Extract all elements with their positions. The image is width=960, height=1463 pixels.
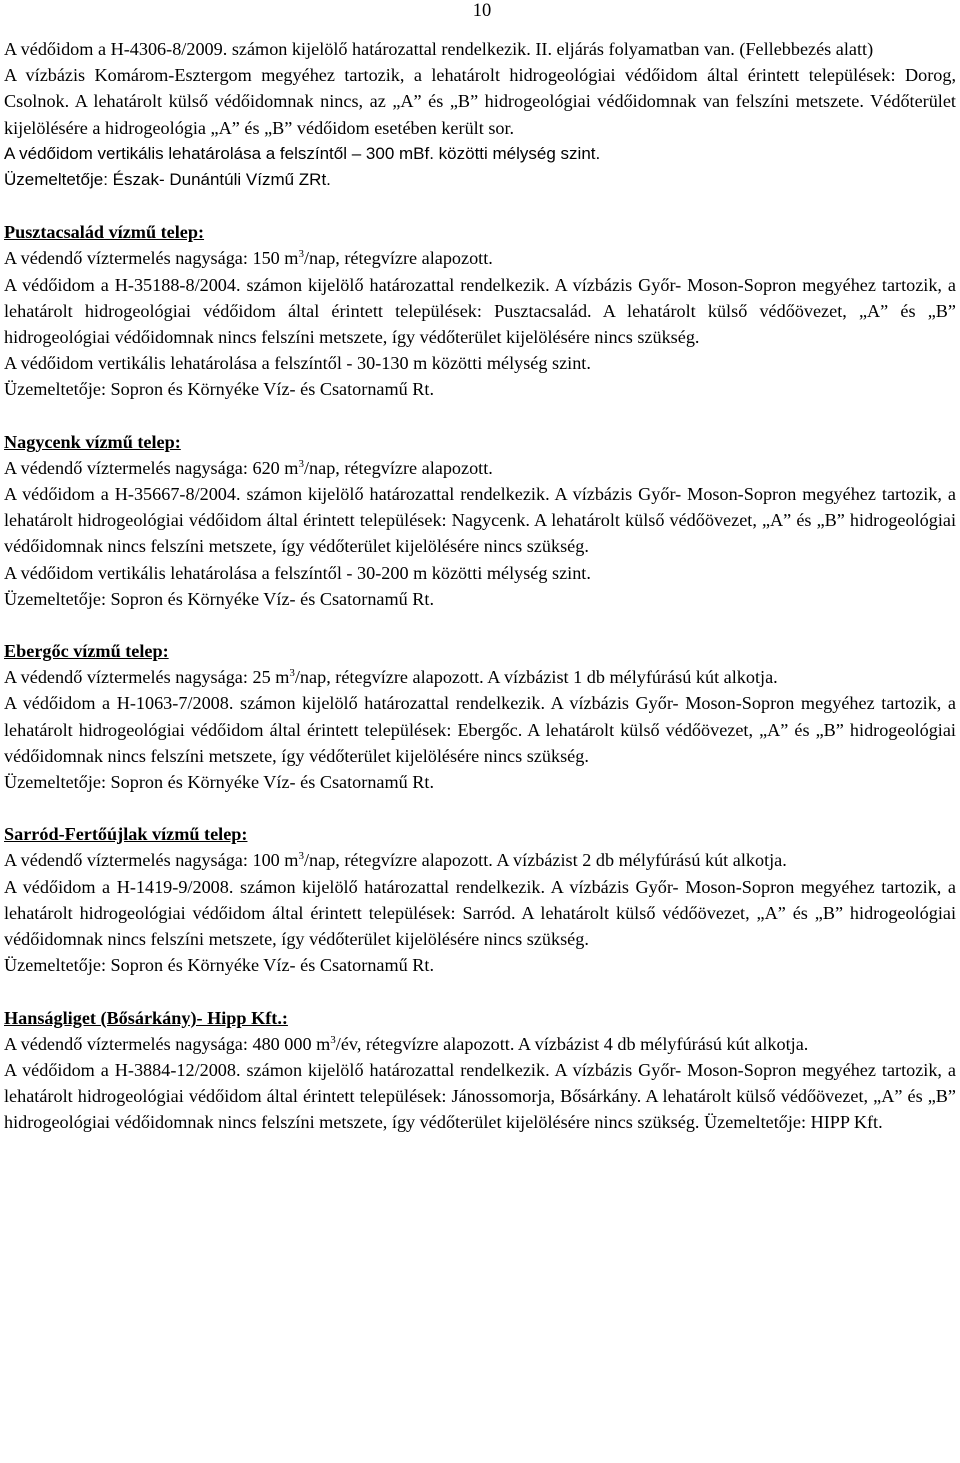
section-heading: Nagycenk vízmű telep:	[4, 431, 181, 452]
capacity-line	[4, 664, 956, 690]
capacity-text: A védendő víztermelés nagysága: 100 m	[4, 850, 299, 871]
capacity-text: A védendő víztermelés nagysága: 150 m	[4, 248, 299, 269]
section-heading: Sarród-Fertőújlak vízmű telep:	[4, 824, 248, 845]
intro-vertical-limit: A védőidom vertikális lehatárolása a felszíntől – 300 mBf. közötti mélység szint.	[4, 143, 601, 163]
operator: Üzemeltetője: Sopron és Környéke Víz- és Csatornamű Rt.	[4, 379, 434, 400]
intro-section	[4, 36, 956, 193]
document-body	[4, 36, 956, 1136]
section-body: A védőidom a H-35667-8/2004. számon kijelölő határozattal rendelkezik. A vízbázis Győr- Moson-Sopron megyéhez tartozik, a lehatárolt hidrogeológiai védőidom által érintett települések: Nagycenk. A lehatárolt külső védőövezet, „A” és „B” hidrogeológiai védőidomnak nincs felszíni metszete, így védőterület kijelölésére nincs szükség.	[4, 484, 956, 557]
section-body: A védőidom a H-1063-7/2008. számon kijelölő határozattal rendelkezik. A vízbázis Győr- Moson-Sopron megyéhez tartozik, a lehatárolt hidrogeológiai védőidom által érintett települések: Ebergőc. A lehatárolt külső védőövezet, „A” és „B” hidrogeológiai védőidomnak nincs felszíni metszete, így védőterület kijelölésére nincs szükség.	[4, 693, 956, 766]
section-ebergoc	[4, 638, 956, 795]
section-body: A védőidom a H-3884-12/2008. számon kijelölő határozattal rendelkezik. A vízbázis Győr- Moson-Sopron megyéhez tartozik, a lehatárolt hidrogeológiai védőidom által érintett települések: Jánossomorja, Bősárkány. A lehatárolt külső védőövezet, „A” és „B” hidrogeológiai védőidomnak nincs felszíni metszete, így védőterület kijelölésére nincs szükség. Üzemeltetője: HIPP Kft.	[4, 1059, 956, 1133]
capacity-line	[4, 847, 956, 873]
section-sarrod	[4, 821, 956, 978]
capacity-text-after: /év, rétegvízre alapozott. A vízbázist 4 db mélyfúrású kút alkotja.	[335, 1033, 809, 1054]
section-body: A védőidom a H-35188-8/2004. számon kijelölő határozattal rendelkezik. A vízbázis Győr- Moson-Sopron megyéhez tartozik, a lehatárolt hidrogeológiai védőidom által érintett települések: Pusztacsalád. A lehatárolt külső védőövezet, „A” és „B” hidrogeológiai védőidomnak nincs felszíni metszete, így védőterület kijelölésére nincs szükség.	[4, 274, 956, 348]
operator: Üzemeltetője: Sopron és Környéke Víz- és Csatornamű Rt.	[4, 955, 434, 976]
capacity-text-after: /nap, rétegvízre alapozott. A vízbázist 2 db mélyfúrású kút alkotja.	[303, 850, 787, 871]
section-heading: Hanságliget (Bősárkány)- Hipp Kft.:	[4, 1007, 288, 1028]
capacity-text-after: /nap, rétegvízre alapozott.	[303, 248, 493, 269]
intro-paragraph: A védőidom a H-4306-8/2009. számon kijelölő határozattal rendelkezik. II. eljárás folyamatban van. (Fellebbezés alatt)	[4, 39, 874, 59]
intro-paragraph: A vízbázis Komárom-Esztergom megyéhez tartozik, a lehatárolt hidrogeológiai védőidom által érintett települések: Dorog, Csolnok. A lehatárolt külső védőidomnak nincs, az „A” és „B” hidrogeológiai védőidomnak van felszíni metszete. Védőterület kijelölésére a hidrogeológia „A” és „B” védőidom esetében került sor.	[4, 65, 956, 138]
superscript: 3	[298, 248, 304, 261]
capacity-line	[4, 1031, 956, 1057]
superscript: 3	[298, 850, 304, 863]
superscript: 3	[330, 1033, 336, 1046]
capacity-text: A védendő víztermelés nagysága: 25 m	[4, 667, 290, 688]
intro-operator: Üzemeltetője: Észak- Dunántúli Vízmű ZRt.	[4, 170, 331, 190]
capacity-text: A védendő víztermelés nagysága: 480 000 m	[4, 1033, 331, 1054]
capacity-text-after: /nap, rétegvízre alapozott. A vízbázist 1 db mélyfúrású kút alkotja.	[294, 667, 778, 688]
vertical-limit: A védőidom vertikális lehatárolása a felszíntől - 30-200 m közötti mélység szint.	[4, 562, 591, 583]
section-pusztacsalad	[4, 219, 956, 402]
operator: Üzemeltetője: Sopron és Környéke Víz- és Csatornamű Rt.	[4, 772, 434, 793]
capacity-line	[4, 245, 956, 271]
section-hansagliget	[4, 1005, 956, 1136]
superscript: 3	[289, 667, 295, 680]
section-body: A védőidom a H-1419-9/2008. számon kijelölő határozattal rendelkezik. A vízbázis Győr- Moson-Sopron megyéhez tartozik, a lehatárolt hidrogeológiai védőidom által érintett települések: Sarród. A lehatárolt külső védőövezet, „A” és „B” hidrogeológiai védőidomnak nincs felszíni metszete, így védőterület kijelölésére nincs szükség.	[4, 876, 956, 950]
section-nagycenk	[4, 429, 956, 612]
superscript: 3	[298, 457, 304, 470]
page-number: 10	[472, 1, 492, 21]
section-heading: Pusztacsalád vízmű telep:	[4, 222, 205, 243]
vertical-limit: A védőidom vertikális lehatárolása a felszíntől - 30-130 m közötti mélység szint.	[4, 353, 591, 374]
operator: Üzemeltetője: Sopron és Környéke Víz- és Csatornamű Rt.	[4, 588, 434, 609]
capacity-line	[4, 455, 956, 481]
section-heading: Ebergőc vízmű telep:	[4, 641, 169, 662]
capacity-text: A védendő víztermelés nagysága: 620 m	[4, 457, 299, 478]
capacity-text-after: /nap, rétegvízre alapozott.	[303, 457, 493, 478]
